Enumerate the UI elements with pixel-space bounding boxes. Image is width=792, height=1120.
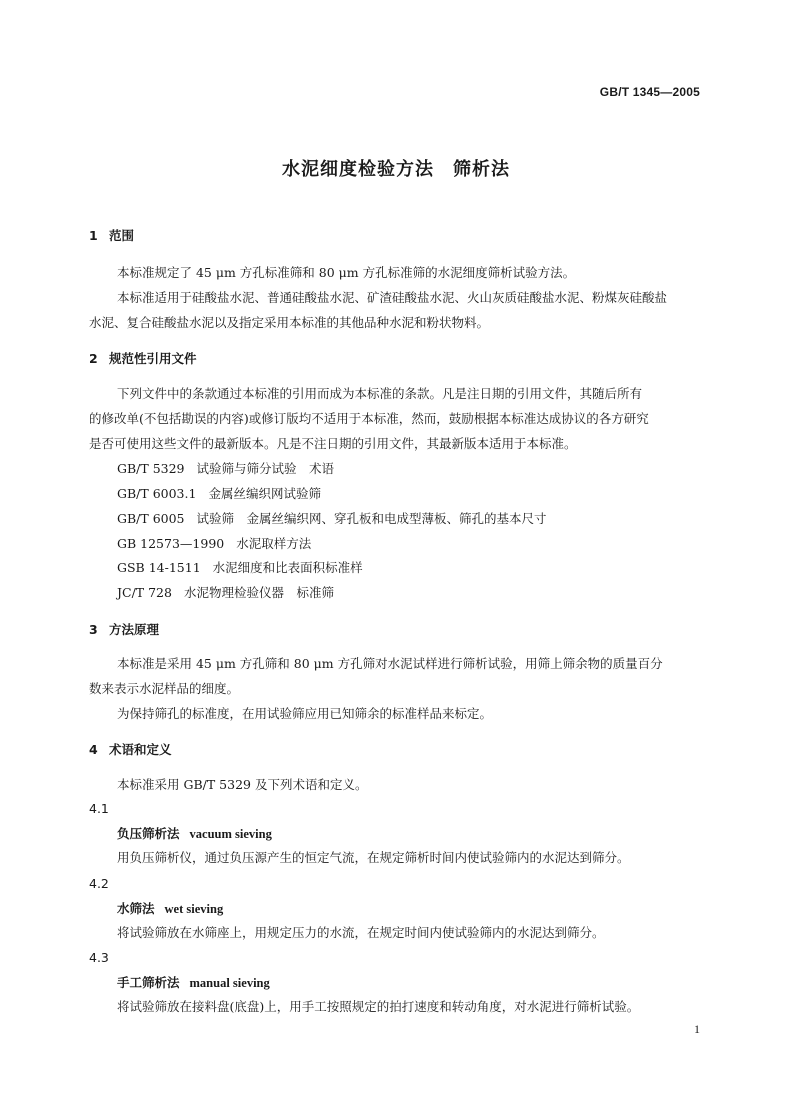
reference-code: GSB 14-1511 xyxy=(117,560,201,575)
paragraph: 本标准适用于硅酸盐水泥、普通硅酸盐水泥、矿渣硅酸盐水泥、火山灰质硅酸盐水泥、粉煤灰硅酸盐 xyxy=(117,290,668,305)
term-heading xyxy=(117,975,270,991)
term-chinese: 手工筛析法 xyxy=(117,975,180,990)
reference-code: GB/T 6005 xyxy=(117,511,185,526)
reference-title: 试验筛 金属丝编织网、穿孔板和电成型薄板、筛孔的基本尺寸 xyxy=(196,511,547,526)
term-chinese: 水筛法 xyxy=(117,901,155,916)
term-english: manual sieving xyxy=(189,976,270,990)
paragraph: 的修改单(不包括勘误的内容)或修订版均不适用于本标准，然而，鼓励根据本标准达成协议的各方研究 xyxy=(89,411,649,426)
term-definition: 将试验筛放在接料盘(底盘)上，用手工按照规定的拍打速度和转动角度，对水泥进行筛析试验。 xyxy=(117,999,640,1014)
paragraph: 水泥、复合硅酸盐水泥以及指定采用本标准的其他品种水泥和粉状物料。 xyxy=(89,315,490,330)
reference-item xyxy=(117,511,547,527)
section-4-heading xyxy=(89,742,172,758)
reference-code: GB/T 6003.1 xyxy=(117,486,197,501)
section-number: 3 xyxy=(89,622,98,637)
standard-number: GB/T 1345—2005 xyxy=(599,85,700,99)
reference-item xyxy=(117,585,334,601)
term-definition: 用负压筛析仪，通过负压源产生的恒定气流，在规定筛析时间内使试验筛内的水泥达到筛分。 xyxy=(117,850,630,865)
paragraph: 是否可使用这些文件的最新版本。凡是不注日期的引用文件，其最新版本适用于本标准。 xyxy=(89,436,577,451)
reference-code: GB 12573—1990 xyxy=(117,536,225,551)
reference-code: JC/T 728 xyxy=(117,585,172,600)
paragraph: 为保持筛孔的标准度，在用试验筛应用已知筛余的标准样品来标定。 xyxy=(117,706,493,721)
paragraph: 本标准规定了 45 μm 方孔标准筛和 80 μm 方孔标准筛的水泥细度筛析试验方法。 xyxy=(117,265,576,280)
reference-item xyxy=(117,461,334,477)
reference-item xyxy=(117,486,321,502)
term-heading xyxy=(117,826,272,842)
section-2-heading xyxy=(89,351,197,367)
term-chinese: 负压筛析法 xyxy=(117,826,180,841)
term-english: wet sieving xyxy=(164,902,224,916)
reference-title: 试验筛与筛分试验 术语 xyxy=(196,461,335,476)
term-english: vacuum sieving xyxy=(189,827,272,841)
section-number: 1 xyxy=(89,228,98,243)
section-title: 术语和定义 xyxy=(109,742,172,757)
reference-item xyxy=(117,536,311,552)
term-number: 4.3 xyxy=(89,950,109,965)
reference-title: 金属丝编织网试验筛 xyxy=(208,486,321,501)
section-title: 范围 xyxy=(109,228,135,243)
paragraph: 本标准采用 GB/T 5329 及下列术语和定义。 xyxy=(117,777,368,792)
reference-title: 水泥细度和比表面积标准样 xyxy=(212,560,363,575)
section-number: 2 xyxy=(89,351,98,366)
paragraph: 本标准是采用 45 μm 方孔筛和 80 μm 方孔筛对水泥试样进行筛析试验，用筛上筛余物的质量百分 xyxy=(117,656,663,671)
paragraph: 数来表示水泥样品的细度。 xyxy=(89,681,240,696)
section-title: 方法原理 xyxy=(109,622,160,637)
term-heading xyxy=(117,901,223,917)
section-number: 4 xyxy=(89,742,98,757)
section-title: 规范性引用文件 xyxy=(109,351,197,366)
section-3-heading xyxy=(89,622,159,638)
reference-title: 水泥取样方法 xyxy=(236,536,312,551)
section-1-heading xyxy=(89,228,134,244)
term-definition: 将试验筛放在水筛座上，用规定压力的水流，在规定时间内使试验筛内的水泥达到筛分。 xyxy=(117,925,605,940)
paragraph: 下列文件中的条款通过本标准的引用而成为本标准的条款。凡是注日期的引用文件，其随后所有 xyxy=(117,386,643,401)
reference-title: 水泥物理检验仪器 标准筛 xyxy=(183,585,334,600)
document-title: 水泥细度检验方法 筛析法 xyxy=(282,159,510,180)
reference-code: GB/T 5329 xyxy=(117,461,185,476)
term-number: 4.2 xyxy=(89,876,109,891)
page-number: 1 xyxy=(694,1022,700,1036)
term-number: 4.1 xyxy=(89,801,109,816)
reference-item xyxy=(117,560,363,576)
